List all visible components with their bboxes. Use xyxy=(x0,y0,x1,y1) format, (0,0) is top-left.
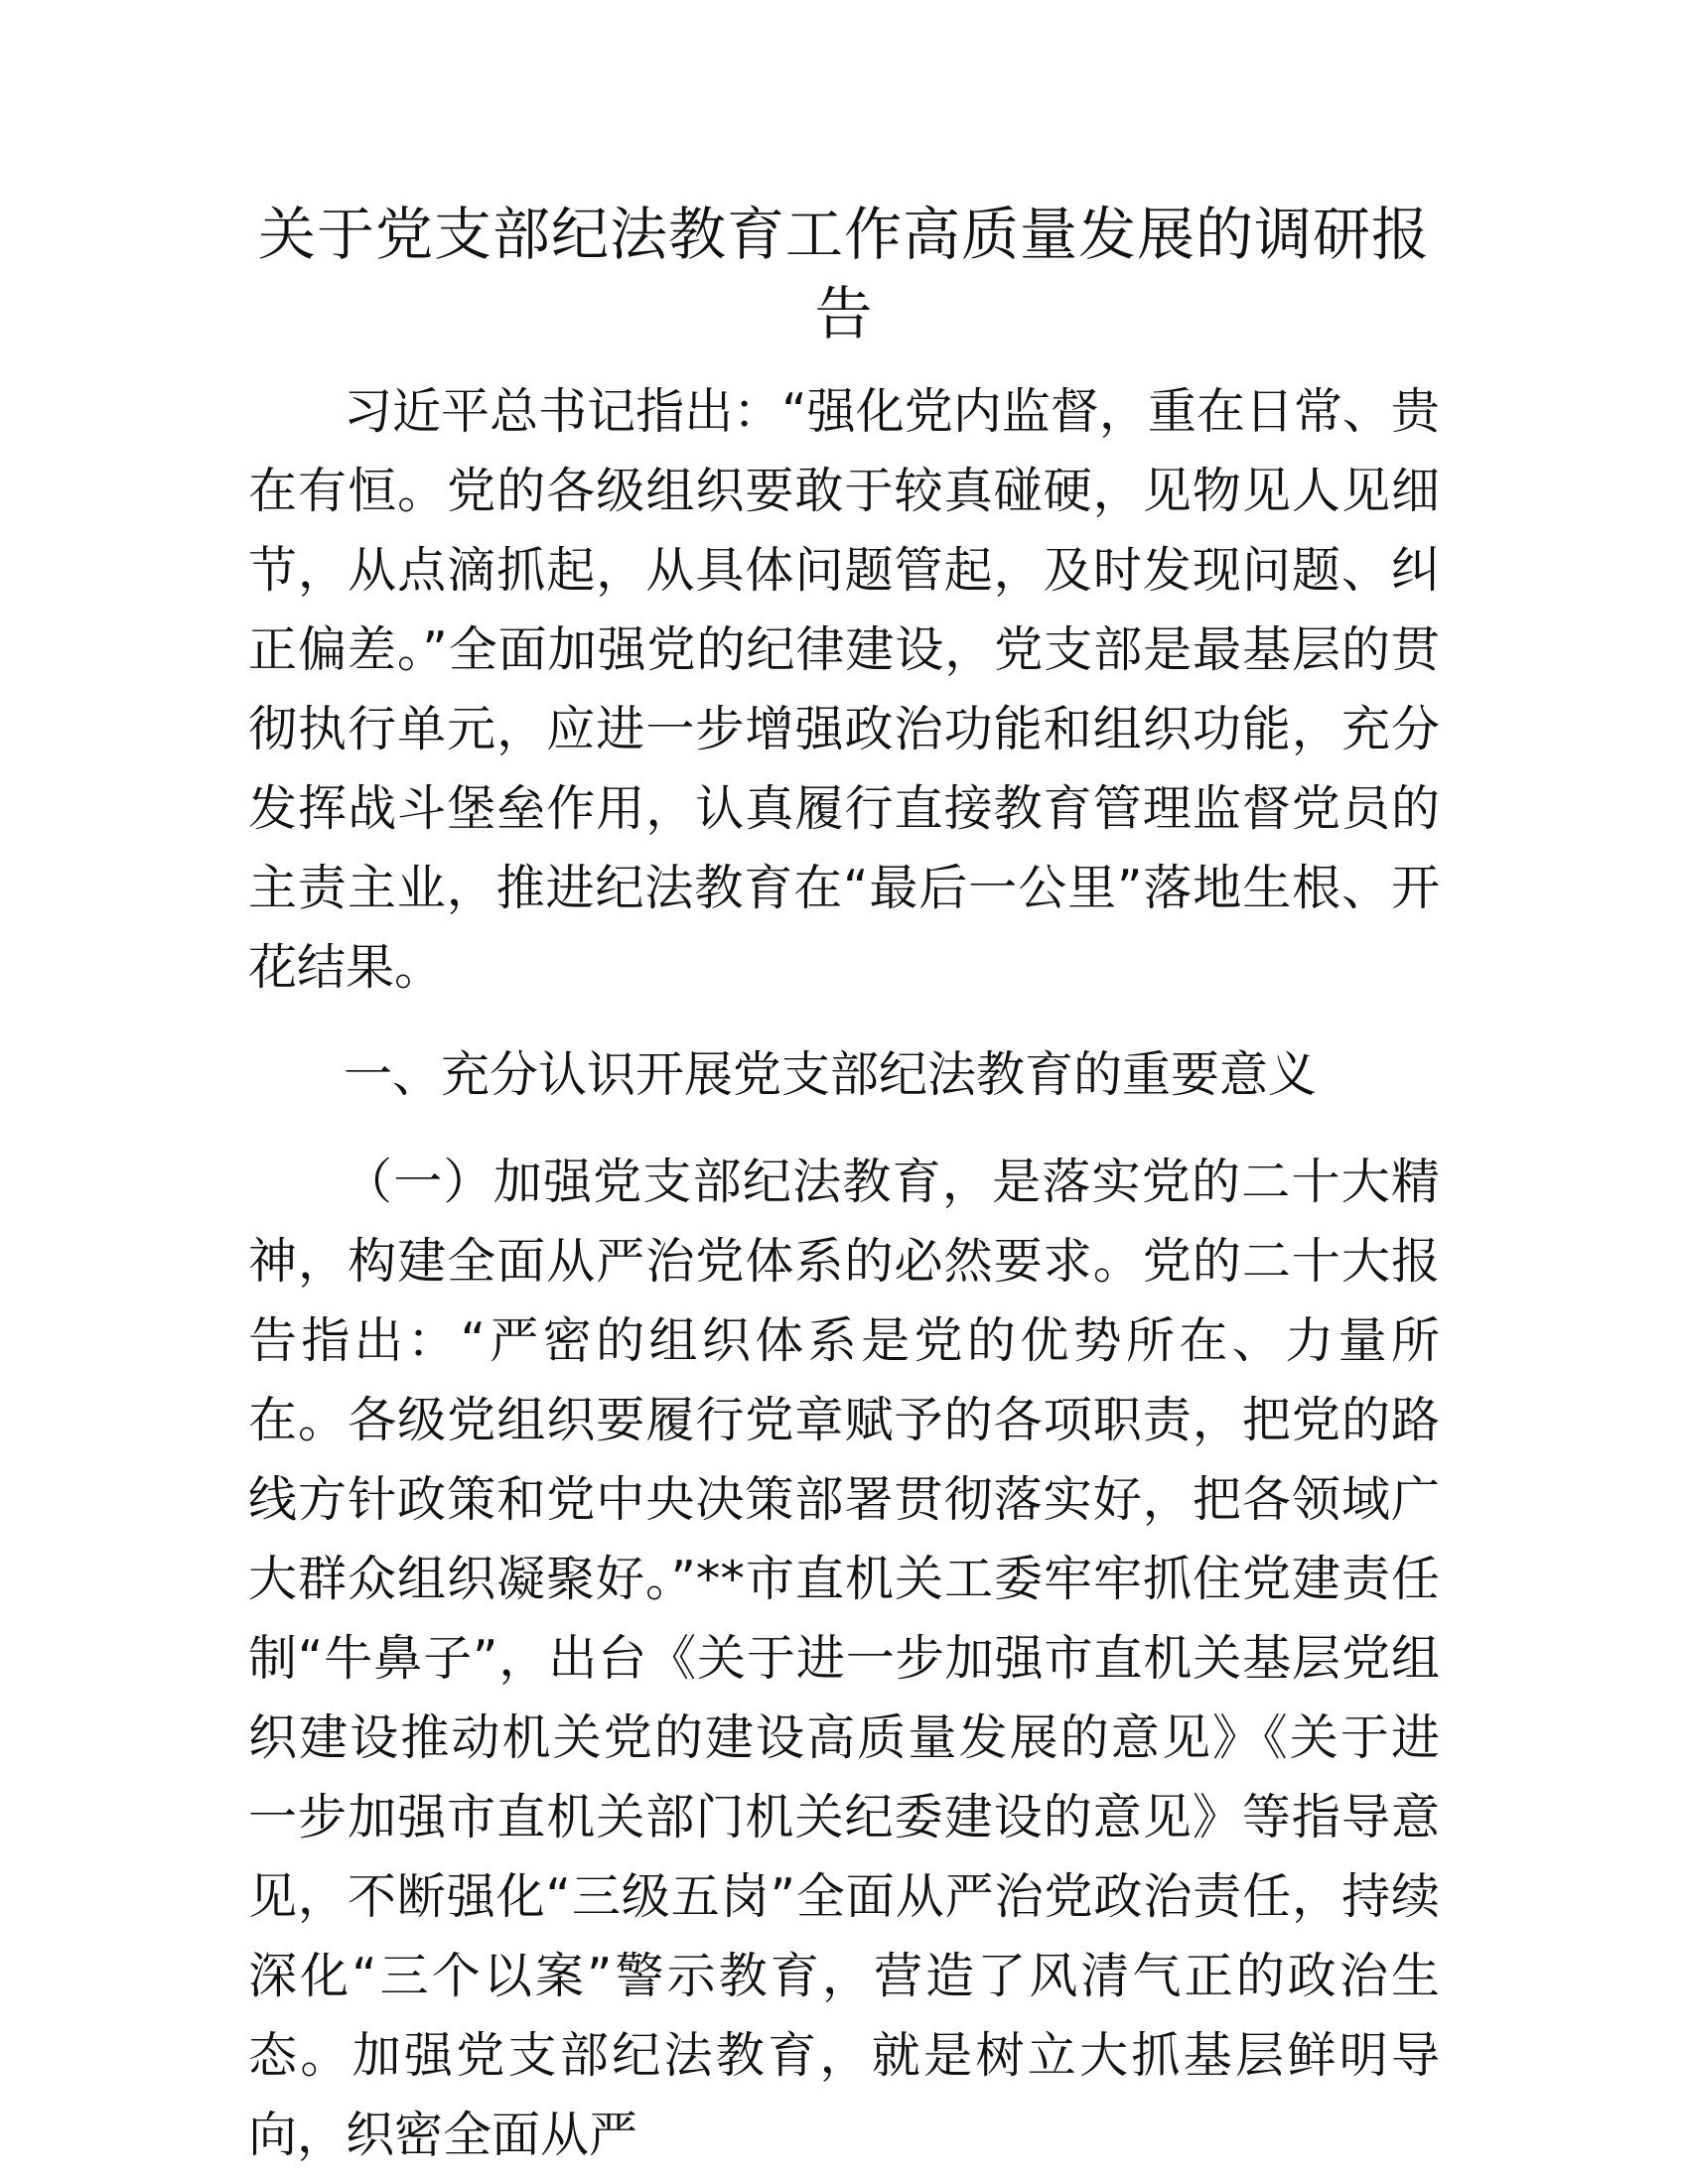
section-paragraph: （一）加强党支部纪法教育，是落实党的二十大精神，构建全面从严治党体系的必然要求。党的二十大报告指出：“严密的组织体系是党的优势所在、力量所在。各级党组织要履行党章赋予的各项职责，把党的路线方针政策和党中央决策部署贯彻落实好，把各领域广大群众组织凝聚好。”**市直机关工委牢牢抓住党建责任制“牛鼻子”，出台《关于进一步加强市直机关基层党组织建设推动机关党的建设高质量发展的意见》《关于进一步加强市直机关部门机关纪委建设的意见》等指导意见，不断强化“三级五岗”全面从严治党政治责任，持续深化“三个以案”警示教育，营造了风清气正的政治生态。加强党支部纪法教育，就是树立大抓基层鲜明导向，织密全面从严 xyxy=(248,1154,1440,2163)
paragraph-gap xyxy=(248,1115,1440,1143)
document-title: 关于党支部纪法教育工作高质量发展的调研报告 xyxy=(257,201,1430,347)
section-heading: 一、充分认识开展党支部纪法教育的重要意义 xyxy=(344,1046,1318,1103)
intro-paragraph: 习近平总书记指出：“强化党内监督，重在日常、贵在有恒。党的各级组织要敢于较真碰硬，见物见人见细节，从点滴抓起，从具体问题管起，及时发现问题、纠正偏差。”全面加强党的纪律建设，党支部是最基层的贯彻执行单元，应进一步增强政治功能和组织功能，充分发挥战斗堡垒作用，认真履行直接教育管理监督党员的主责主业，推进纪法教育在“最后一公里”落地生根、开花结果。 xyxy=(248,383,1440,996)
paragraph-gap xyxy=(248,1008,1440,1035)
document-body xyxy=(248,372,1440,2175)
